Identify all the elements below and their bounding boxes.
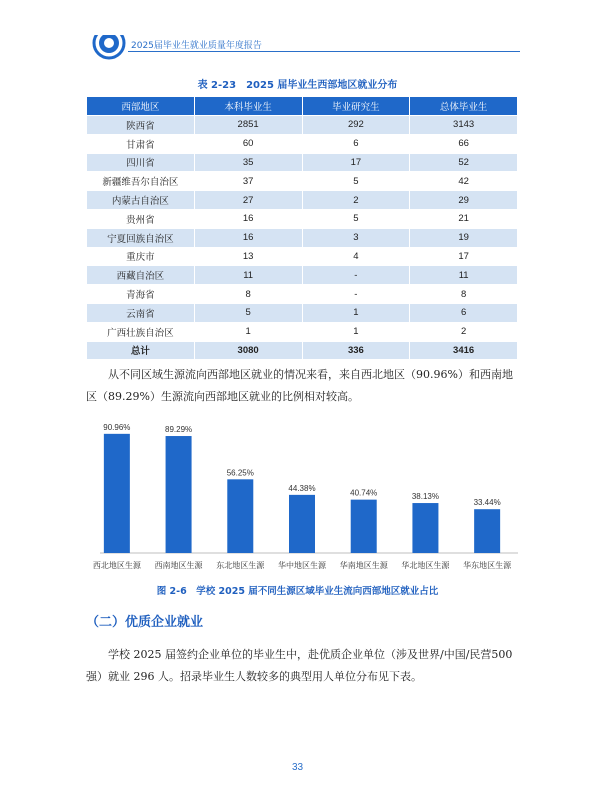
table-total-row: [87, 341, 518, 360]
total-cell: 2: [410, 322, 518, 341]
report-header-title: 2025届毕业生就业质量年度报告: [131, 41, 262, 51]
bar-chart: [86, 412, 518, 577]
bar-value-label: 56.25%: [226, 468, 254, 478]
graduate-cell: 1: [302, 322, 410, 341]
graduate-cell: 5: [302, 172, 410, 191]
table-row: [87, 134, 518, 153]
overall-total-cell: 3416: [410, 341, 518, 360]
table-row: [87, 285, 518, 304]
region-cell: 四川省: [87, 153, 195, 172]
analysis-paragraph: 从不同区域生源流向西部地区就业的情况来看，来自西北地区（90.96%）和西南地区（89.29%）生源流向西部地区就业的比例相对较高。: [86, 368, 513, 403]
page-header: [0, 0, 595, 60]
undergrad-cell: 2851: [194, 116, 302, 135]
table-row: [87, 172, 518, 191]
total-cell: 6: [410, 303, 518, 322]
category-tick-label: 华中地区生源: [278, 561, 326, 570]
page-number: 33: [291, 762, 304, 773]
total-cell: 11: [410, 266, 518, 285]
total-cell: 52: [410, 153, 518, 172]
region-cell: 西藏自治区: [87, 266, 195, 285]
table-row: [87, 266, 518, 285]
table-row: [87, 303, 518, 322]
bar: [412, 503, 438, 553]
graduate-cell: 6: [302, 134, 410, 153]
graduate-cell: 3: [302, 228, 410, 247]
bar-value-label: 90.96%: [103, 422, 131, 432]
undergrad-cell: 37: [194, 172, 302, 191]
total-cell: 42: [410, 172, 518, 191]
undergrad-cell: 35: [194, 153, 302, 172]
table-row: [87, 247, 518, 266]
undergrad-cell: 16: [194, 209, 302, 228]
quality-employment-paragraph: 学校 2025 届签约企业单位的毕业生中，赴优质企业单位（涉及世界/中国/民营500 强）就业 296 人。招录毕业生人数较多的典型用人单位分布见下表。: [86, 648, 513, 683]
graduate-cell: 2: [302, 191, 410, 210]
column-header: 总体毕业生: [410, 97, 518, 116]
bar: [227, 479, 253, 553]
region-cell: 内蒙古自治区: [87, 191, 195, 210]
category-tick-label: 西北地区生源: [92, 561, 141, 570]
table-row: [87, 116, 518, 135]
total-cell: 19: [410, 228, 518, 247]
section-title: （二）优质企业就业: [86, 615, 204, 630]
bar: [289, 495, 315, 553]
bar: [166, 436, 192, 553]
table-row: [87, 191, 518, 210]
region-cell: 青海省: [87, 285, 195, 304]
undergrad-cell: 11: [194, 266, 302, 285]
category-tick-label: 华东地区生源: [463, 561, 512, 570]
region-cell: 贵州省: [87, 209, 195, 228]
table-header-row: [87, 97, 518, 116]
graduate-cell: 4: [302, 247, 410, 266]
university-logo-icon: [92, 26, 126, 60]
bar: [474, 509, 500, 553]
graduate-cell: -: [302, 285, 410, 304]
column-header: 西部地区: [87, 97, 195, 116]
category-tick-label: 华北地区生源: [401, 561, 450, 570]
west-region-employment-table: [86, 96, 518, 360]
total-cell: 8: [410, 285, 518, 304]
region-cell: 甘肃省: [87, 134, 195, 153]
column-header: 本科毕业生: [194, 97, 302, 116]
region-cell: 宁夏回族自治区: [87, 228, 195, 247]
region-cell: 陕西省: [87, 116, 195, 135]
total-label-cell: 总计: [87, 341, 195, 360]
table-row: [87, 228, 518, 247]
table-caption: 表 2-23 2025 届毕业生西部地区就业分布: [197, 80, 398, 91]
undergrad-cell: 8: [194, 285, 302, 304]
bar-value-label: 33.44%: [473, 498, 501, 508]
undergrad-cell: 13: [194, 247, 302, 266]
graduate-cell: 1: [302, 303, 410, 322]
bar-value-label: 40.74%: [350, 488, 378, 498]
column-header: 毕业研究生: [302, 97, 410, 116]
region-cell: 云南省: [87, 303, 195, 322]
total-cell: 17: [410, 247, 518, 266]
undergrad-cell: 60: [194, 134, 302, 153]
undergrad-cell: 27: [194, 191, 302, 210]
region-cell: 新疆维吾尔自治区: [87, 172, 195, 191]
graduate-cell: 292: [302, 116, 410, 135]
graduate-cell: -: [302, 266, 410, 285]
bar: [351, 500, 377, 553]
category-tick-label: 西南地区生源: [154, 561, 203, 570]
total-cell: 3143: [410, 116, 518, 135]
header-divider: [128, 51, 520, 52]
graduate-cell: 17: [302, 153, 410, 172]
category-tick-label: 华南地区生源: [339, 561, 388, 570]
undergrad-total-cell: 3080: [194, 341, 302, 360]
region-cell: 重庆市: [87, 247, 195, 266]
undergrad-cell: 5: [194, 303, 302, 322]
table-row: [87, 153, 518, 172]
undergrad-cell: 16: [194, 228, 302, 247]
table-row: [87, 322, 518, 341]
bar-value-label: 89.29%: [165, 425, 193, 435]
graduate-cell: 5: [302, 209, 410, 228]
bar-value-label: 38.13%: [411, 492, 439, 502]
undergrad-cell: 1: [194, 322, 302, 341]
total-cell: 29: [410, 191, 518, 210]
bar-value-label: 44.38%: [288, 483, 316, 493]
total-cell: 66: [410, 134, 518, 153]
graduate-total-cell: 336: [302, 341, 410, 360]
region-cell: 广西壮族自治区: [87, 322, 195, 341]
table-row: [87, 209, 518, 228]
bar: [104, 434, 130, 553]
figure-caption: 图 2-6 学校 2025 届不同生源区域毕业生流向西部地区就业占比: [156, 586, 439, 597]
category-tick-label: 东北地区生源: [216, 561, 265, 570]
total-cell: 21: [410, 209, 518, 228]
